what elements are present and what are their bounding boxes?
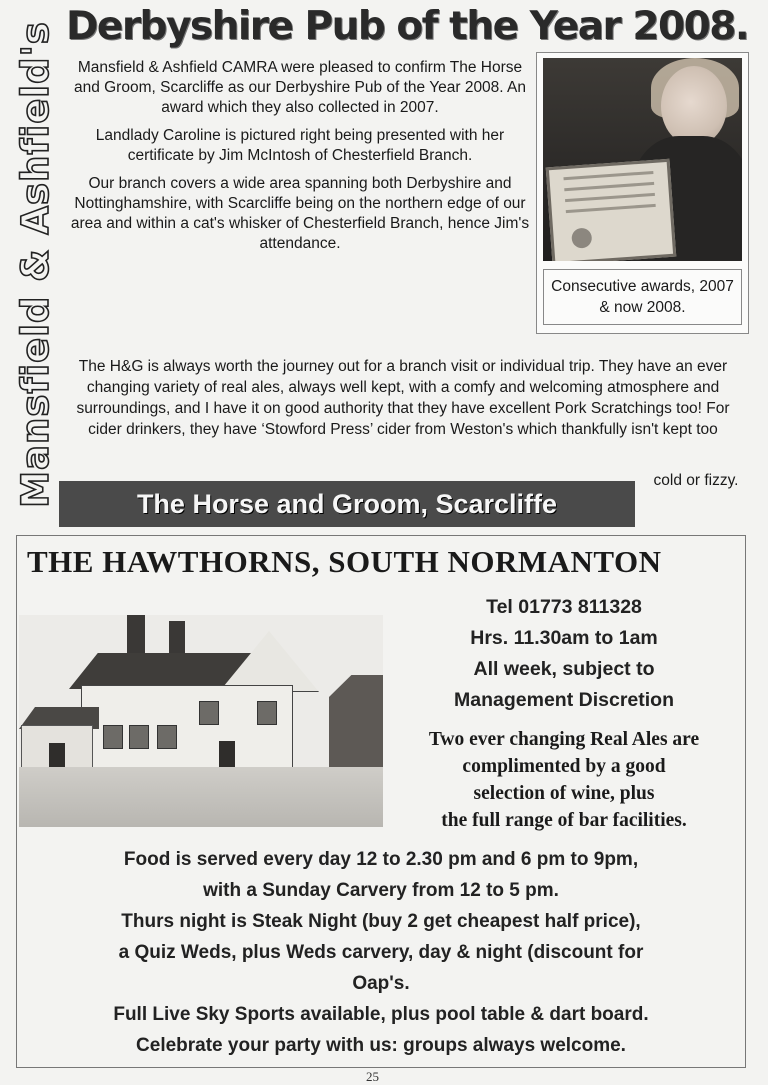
food-line: Celebrate your party with us: groups always welcome. [136, 1035, 626, 1056]
food-line: Food is served every day 12 to 2.30 pm and 6 pm to 9pm, [123, 849, 639, 870]
food-line: with a Sunday Carvery from 12 to 5 pm. [203, 880, 559, 901]
ales-line: selection of wine, plus [473, 783, 655, 804]
photo-face [661, 66, 727, 146]
phone-line: Tel 01773 811328 [486, 596, 642, 618]
ales-line: the full range of bar facilities. [441, 810, 687, 831]
story-paragraph-tail: cold or fizzy. [653, 472, 739, 489]
ales-text [389, 726, 739, 834]
certificate-image [546, 159, 677, 261]
ales-line: Two ever changing Real Ales are [428, 729, 700, 750]
hours-line: All week, subject to [473, 658, 655, 680]
food-line: Oap's. [352, 973, 410, 994]
food-info [25, 844, 737, 1061]
pub-building-photo [19, 615, 383, 827]
advert-title: THE HAWTHORNS, SOUTH NORMANTON [27, 544, 662, 579]
side-title [12, 2, 58, 526]
food-line: Thurs night is Steak Night (buy 2 get cheapest half price), [121, 911, 641, 932]
hours-line: Management Discretion [454, 689, 674, 711]
story-column [66, 58, 534, 262]
photo-box [536, 52, 749, 334]
story-paragraph: Our branch covers a wide area spanning both Derbyshire and Nottinghamshire, with Scarcliffe being on the northern edge of our area and within a cat's whisker of Chesterfield Branch, hence Jim's attendance. [70, 175, 530, 252]
ales-line: complimented by a good [462, 756, 666, 777]
certificate-seal [571, 227, 592, 248]
headline: Derbyshire Pub of the Year 2008. [66, 4, 749, 49]
page-number: 25 [366, 1069, 379, 1084]
story-paragraph: Mansfield & Ashfield CAMRA were pleased to confirm The Horse and Groom, Scarcliffe as our Derbyshire Pub of the Year 2008. An award which they also collected in 2007. [73, 59, 527, 116]
story-paragraph: Landlady Caroline is pictured right being presented with her certificate by Jim McIntosh of Chesterfield Branch. [95, 127, 505, 164]
award-photo [543, 58, 742, 261]
contact-info [389, 592, 739, 716]
food-line: Full Live Sky Sports available, plus pool table & dart board. [113, 1004, 649, 1025]
food-line: a Quiz Weds, plus Weds carvery, day & night (discount for [118, 942, 644, 963]
story-paragraph-wide: The H&G is always worth the journey out for a branch visit or individual trip. They have an ever changing variety of real ales, always well kept, with a comfy and welcoming atmosphere and surroundings, and I have it on good authority that they have excellent Pork Scratchings too! For cider drinkers, they have ‘Stowford Press’ cider from Weston's which thankfully isn't kept too [76, 358, 730, 438]
hours-line: Hrs. 11.30am to 1am [470, 627, 658, 649]
side-title-text: Mansfield & Ashfield's [13, 20, 57, 508]
pub-name-banner: The Horse and Groom, Scarcliffe [59, 481, 635, 527]
photo-caption: Consecutive awards, 2007 & now 2008. [543, 269, 742, 325]
advert-box [16, 535, 746, 1068]
